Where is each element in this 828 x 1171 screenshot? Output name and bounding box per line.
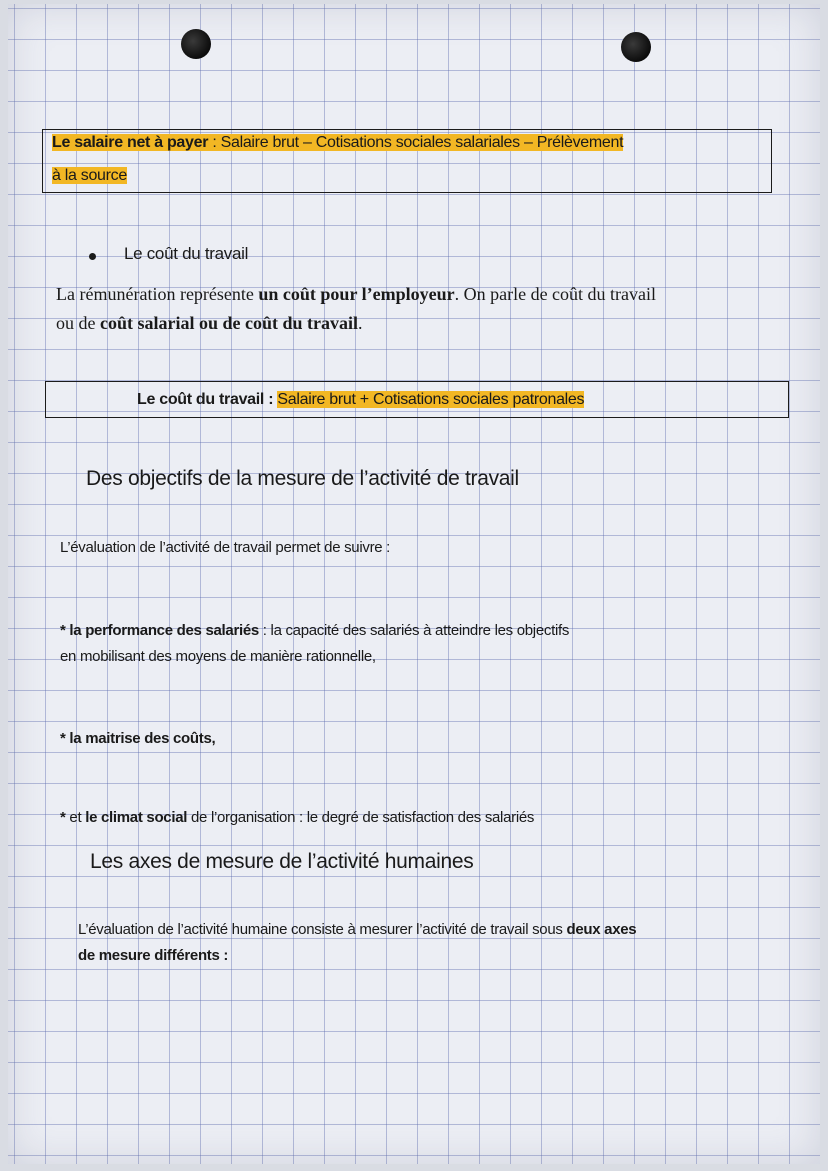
objective-item-costs: * la maitrise des coûts, bbox=[60, 730, 216, 747]
labor-cost-formula bbox=[137, 391, 584, 409]
labor-cost-paragraph-line2: ou de coût salarial ou de coût du travail. bbox=[56, 313, 363, 333]
labor-cost-paragraph-line1: La rémunération représente un coût pour l’employeur. On parle de coût du travail bbox=[56, 284, 657, 304]
objective-item-social-climate: * et le climat social de l’organisation : le degré de satisfaction des salariés bbox=[60, 809, 535, 826]
punch-hole-left bbox=[181, 29, 211, 59]
net-salary-formula-end: à la source bbox=[52, 167, 127, 184]
objective-item-performance-line2: en mobilisant des moyens de manière rationnelle, bbox=[60, 648, 376, 665]
objectives-intro: L’évaluation de l’activité de travail permet de suivre : bbox=[60, 539, 391, 556]
axes-intro-line1: L’évaluation de l’activité humaine consiste à mesurer l’activité de travail sous deux axes bbox=[78, 921, 637, 938]
section-heading-objectives: Des objectifs de la mesure de l’activité de travail bbox=[86, 467, 519, 490]
bullet-label: Le coût du travail bbox=[124, 244, 249, 263]
net-salary-term: Le salaire net à payer bbox=[52, 134, 209, 151]
punch-hole-right bbox=[621, 32, 651, 62]
bullet-icon bbox=[89, 253, 96, 260]
net-salary-formula: : Salaire brut – Cotisations sociales salariales – Prélèvement bbox=[208, 134, 624, 151]
section-heading-axes: Les axes de mesure de l’activité humaines bbox=[90, 850, 474, 873]
notebook-page bbox=[8, 4, 820, 1164]
labor-cost-definition: Salaire brut + Cotisations sociales patronales bbox=[277, 391, 585, 408]
net-salary-line2 bbox=[52, 167, 127, 185]
axes-intro-line2: de mesure différents : bbox=[78, 947, 229, 964]
objective-item-performance: * la performance des salariés : la capacité des salariés à atteindre les objectifs bbox=[60, 622, 570, 639]
labor-cost-term: Le coût du travail : bbox=[137, 391, 274, 408]
net-salary-line1 bbox=[52, 134, 623, 152]
